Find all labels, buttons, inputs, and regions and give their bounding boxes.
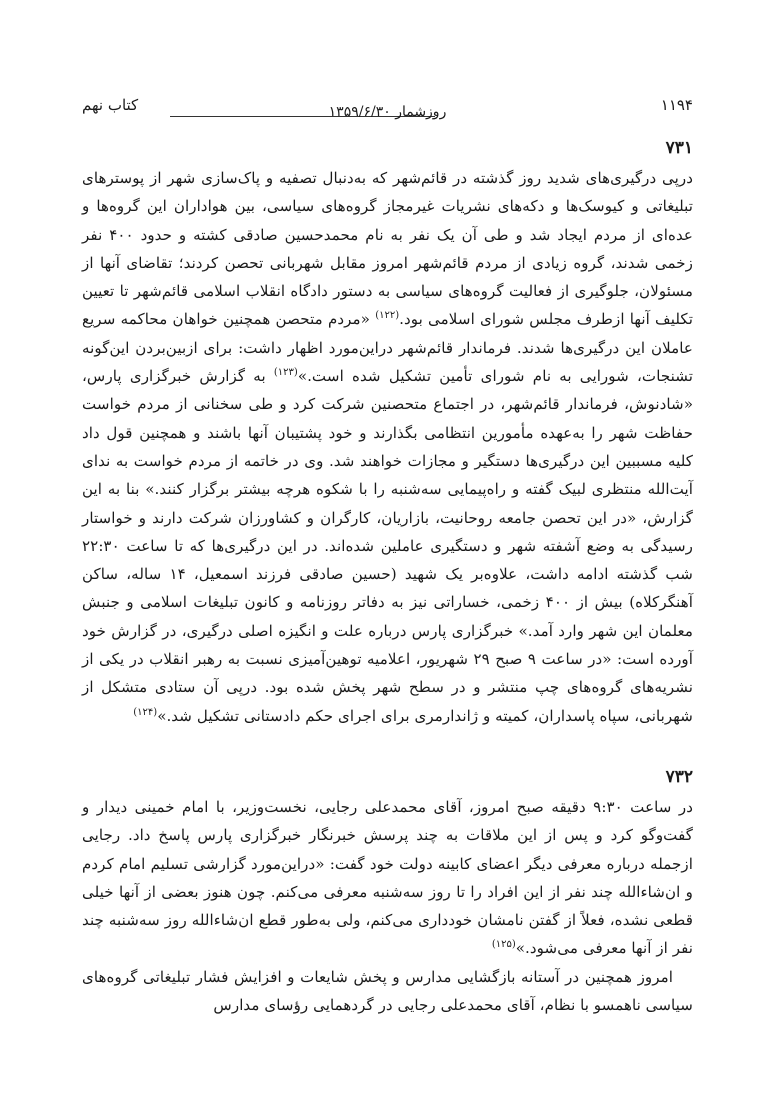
page-header: [82, 96, 693, 122]
entry-731: [82, 138, 693, 730]
footnote-ref: (۱۲۲): [375, 310, 400, 322]
paragraph-text: درپی درگیری‌های شدید روز گذشته در قائم‌شهر که به‌دنبال تصفیه و پاک‌سازی شهر از پوسترهای تبلیغاتی و کیوسک‌ها و دکه‌های نشریات غیرمجاز گروه‌های سیاسی، بین هواداران این گروه‌ها و عده‌ای از مردم ایجاد شد و طی آن یک نفر به نام محمدحسین صادقی کشته و حدود ۴۰۰ نفر زخمی شدند، گروه زیادی از مردم قائم‌شهر امروز مقابل شهربانی تحصن کردند؛ تقاضای آنها از مسئولان، جلوگیری از فعالیت گروه‌های سیاسی به دستور دادگاه انقلاب اسلامی قائم‌شهر تا تعیین تکلیف آنها ازطرف مجلس شورای اسلامی بود.: [82, 169, 693, 329]
entry-paragraph: [82, 164, 693, 730]
paragraph-text: به گزارش خبرگزاری پارس، «شادنوش، فرماندار قائم‌شهر، در اجتماع متحصنین شرکت کرد و طی سخنانی از مردم خواست حفاظت شهر را به‌عهده مأمورین انتظامی بگذارند و خود پشتیبان آنها باشند و همچنین قول داد کلیه مسببین این درگیری‌ها دستگیر و مجازات خواهند شد. وی در خاتمه از مردم خواست به ندای آیت‌الله منتظری لبیک گفته و راه‌پیمایی سه‌شنبه را با شکوه هرچه بیشتر برگزار کنند.» بنا به این گزارش، «در این تحصن جامعه روحانیت، بازاریان، کارگران و کشاورزان شرکت دارند و خواستار رسیدگی به وضع آشفته شهر و دستگیری عاملین شده‌اند. در این درگیری‌ها که تا ساعت ۲۲:۳۰ شب گذشته ادامه داشت، علاوه‌بر یک شهید (حسین صادقی فرزند اسمعیل، ۱۴ ساله، ساکن آهنگرکلاه) بیش از ۴۰۰ زخمی، خساراتی نیز به دفاتر روزنامه و کانون تبلیغات اسلامی و جنبش معلمان این شهر وارد آمد.» خبرگزاری پارس درباره علت و انگیزه اصلی درگیری، در گزارش خود آورده است: «در ساعت ۹ صبح ۲۹ شهریور، اعلامیه توهین‌آمیزی نسبت به رهبر انقلاب در یکی از نشریه‌های گروه‌های چپ منتشر و در سطح شهر پخش شده بود. درپی آن ستادی متشکل از شهربانی، سپاه پاسداران، کمیته و ژاندارمری برای اجرای حکم دادستانی تشکیل شد.»: [82, 367, 694, 725]
footnote-ref: (۱۲۳): [273, 367, 298, 379]
page-number: ۱۱۹۴: [660, 96, 693, 114]
paragraph-text: «مردم متحصن همچنین خواهان محاکمه سریع عاملان این درگیری‌ها شدند. فرماندار قائم‌شهر دراین‌مورد اظهار داشت: برای ازبین‌بردن این‌گونه تشنجات، شورایی به نام شورای تأمین تشکیل شده است.»: [82, 310, 693, 386]
diary-date: روزشمار ۱۳۵۹/۶/۳۰: [328, 104, 447, 120]
entry-732: [82, 767, 693, 1019]
entry-number: ۷۳۱: [665, 138, 693, 158]
paragraph-text: امروز همچنین در آستانه بازگشایی مدارس و پخش شایعات و افزایش فشار تبلیغاتی گروه‌های سیاسی ناهمسو با نظام، آقای محمدعلی رجایی در گردهمایی رؤسای مدارس: [82, 967, 693, 1015]
header-rule-left: [170, 116, 310, 117]
paragraph-text: در ساعت ۹:۳۰ دقیقه صبح امروز، آقای محمدعلی رجایی، نخست‌وزیر، با امام خمینی دیدار و گفت‌وگو کرد و پس از این ملاقات به چند پرسش خبرنگار خبرگزاری پارس پاسخ داد. رجایی ازجمله درباره معرفی دیگر اعضای کابینه دولت خود گفت: «دراین‌مورد گزارشی تسلیم امام کردم و ان‌شاءالله چند نفر از این افراد را تا روز سه‌شنبه معرفی می‌کنم. چون هنوز بعضی از آنها خیلی قطعی نشده، فعلاً از گفتن نامشان خودداری می‌کنم، ولی به‌طور قطع ان‌شاءالله روز سه‌شنبه چند نفر از آنها معرفی می‌شود.»: [82, 798, 693, 958]
entry-paragraph: [82, 963, 693, 1020]
footnote-ref: (۱۲۴): [133, 706, 158, 718]
entry-number: ۷۳۲: [665, 767, 693, 787]
entry-paragraph: [82, 793, 693, 963]
footnote-ref: (۱۲۵): [491, 939, 516, 951]
book-title: کتاب نهم: [82, 96, 139, 114]
